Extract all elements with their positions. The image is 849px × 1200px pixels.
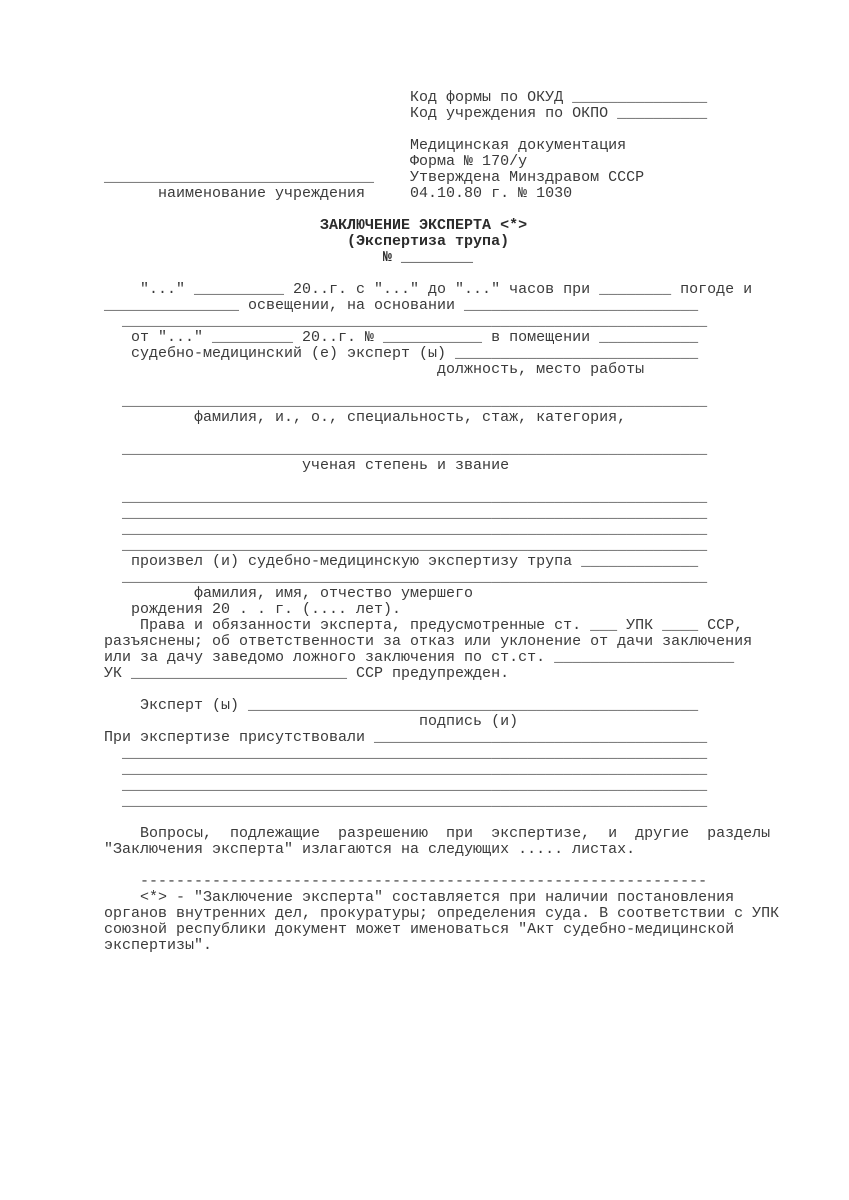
blank — [104, 378, 779, 394]
footnote-line-4: экспертизы". — [104, 937, 213, 954]
blank-field-line: _________________________________________________________________ — [104, 777, 708, 794]
separator-line: --------------------------------------------------------------- — [104, 873, 708, 890]
blank-field-line: _________________________________________________________________ — [104, 569, 708, 586]
blank — [104, 682, 779, 698]
expert-signature-line: Эксперт (ы) __________________________________________________ — [104, 697, 699, 714]
blank — [104, 474, 779, 490]
blank — [104, 266, 779, 282]
questions-line-1: Вопросы, подлежащие разрешению при экспертизе, и другие разделы — [104, 825, 771, 842]
footnote-line-3: союзной республики документ может именоваться "Акт судебно-медицинской — [104, 921, 735, 938]
caption-deceased-line: фамилия, имя, отчество умершего — [104, 585, 474, 602]
okpo-code-line: Код учреждения по ОКПО __________ — [104, 105, 708, 122]
blank — [104, 810, 779, 826]
blank-field-line: _________________________________________________________________ — [104, 489, 708, 506]
subtitle-line: (Экспертиза трупа) — [104, 233, 510, 250]
blank-field-line: _________________________________________________________________ — [104, 761, 708, 778]
caption-specialty-line: фамилия, и., о., специальность, стаж, категория, — [104, 409, 627, 426]
date-time-weather-line: "..." __________ 20..г. с "..." до "..." часов при ________ погоде и — [104, 281, 753, 298]
attendees-line: При экспертизе присутствовали _____________________________________ — [104, 729, 708, 746]
number-field-line: № ________ — [104, 249, 474, 266]
med-doc-line: Медицинская документация — [104, 137, 627, 154]
title-line: ЗАКЛЮЧЕНИЕ ЭКСПЕРТА <*> — [104, 217, 528, 234]
institution-caption-line: наименование учреждения 04.10.80 г. № 1030 — [104, 185, 573, 202]
blank-field-line: _________________________________________________________________ — [104, 745, 708, 762]
questions-line-2: "Заключения эксперта" излагаются на следующих ..... листах. — [104, 841, 636, 858]
caption-degree-line: ученая степень и звание — [104, 457, 510, 474]
caption-position-line: должность, место работы — [104, 361, 645, 378]
footnote-line-1: <*> - "Заключение эксперта" составляется при наличии постановления — [104, 889, 735, 906]
order-premises-line: от "..." _________ 20..г. № ___________ в помещении ___________ — [104, 329, 699, 346]
birth-year-line: рождения 20 . . г. (.... лет). — [104, 601, 402, 618]
blank — [104, 202, 779, 218]
institution-field-line: ______________________________ Утверждена Минздравом СССР — [104, 169, 645, 186]
expert-field-line: судебно-медицинский (е) эксперт (ы) ___________________________ — [104, 345, 699, 362]
blank — [104, 122, 779, 138]
blank-field-line: _________________________________________________________________ — [104, 537, 708, 554]
document-body — [104, 90, 779, 954]
rights-duties-line-3: или за дачу заведомо ложного заключения по ст.ст. ____________________ — [104, 649, 735, 666]
rights-duties-line-2: разъяснены; об ответственности за отказ или уклонение от дачи заключения — [104, 633, 753, 650]
footnote-line-2: органов внутренних дел, прокуратуры; определения суда. В соответствии с УПК — [104, 905, 780, 922]
blank — [104, 426, 779, 442]
performed-exam-line: произвел (и) судебно-медицинскую экспертизу трупа _____________ — [104, 553, 699, 570]
caption-signature-line: подпись (и) — [104, 713, 519, 730]
form-number-line: Форма № 170/у — [104, 153, 528, 170]
blank-field-line: _________________________________________________________________ — [104, 793, 708, 810]
rights-duties-line-1: Права и обязанности эксперта, предусмотренные ст. ___ УПК ____ ССР, — [104, 617, 744, 634]
blank-field-line: _________________________________________________________________ — [104, 313, 708, 330]
blank-field-line: _________________________________________________________________ — [104, 441, 708, 458]
blank-field-line: _________________________________________________________________ — [104, 521, 708, 538]
rights-duties-line-4: УК ________________________ ССР предупрежден. — [104, 665, 510, 682]
blank-field-line: _________________________________________________________________ — [104, 505, 708, 522]
blank — [104, 858, 779, 874]
okud-code-line: Код формы по ОКУД _______________ — [104, 89, 708, 106]
lighting-basis-line: _______________ освещении, на основании __________________________ — [104, 297, 699, 314]
blank-field-line: _________________________________________________________________ — [104, 393, 708, 410]
